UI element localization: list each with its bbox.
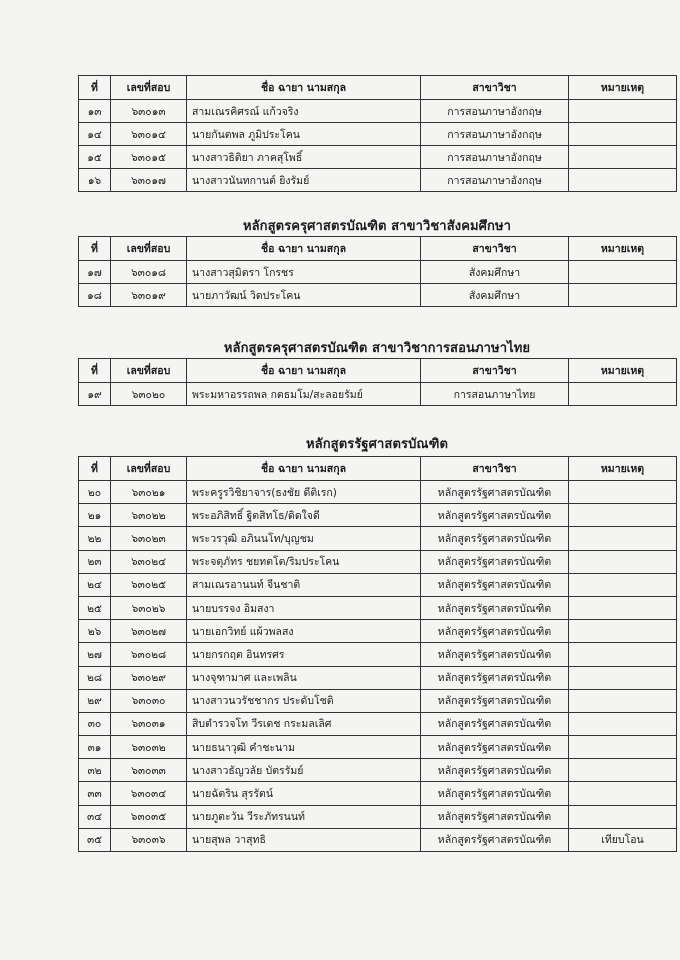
table-row — [79, 805, 677, 828]
cell-name: นายสุพล วาสุทธิ — [187, 828, 421, 851]
cell-exam-no: ๖๓๐๒๔ — [111, 550, 187, 573]
cell-note — [569, 100, 677, 123]
cell-major: การสอนภาษาอังกฤษ — [421, 100, 569, 123]
cell-major: หลักสูตรรัฐศาสตรบัณฑิต — [421, 805, 569, 828]
col-header-note: หมายเหตุ — [569, 76, 677, 100]
cell-exam-no: ๖๓๐๓๐ — [111, 689, 187, 712]
cell-exam-no: ๖๓๐๓๑ — [111, 712, 187, 735]
cell-no: ๓๕ — [79, 828, 111, 851]
table-row — [79, 550, 677, 573]
cell-note — [569, 284, 677, 307]
cell-name: นายกันตพล ภูมิประโคน — [187, 123, 421, 146]
table-row — [79, 643, 677, 666]
cell-exam-no: ๖๓๐๑๔ — [111, 123, 187, 146]
table-row — [79, 596, 677, 619]
cell-major: หลักสูตรรัฐศาสตรบัณฑิต — [421, 596, 569, 619]
cell-exam-no: ๖๓๐๒๕ — [111, 573, 187, 596]
cell-major: การสอนภาษาไทย — [421, 383, 569, 406]
cell-note — [569, 666, 677, 689]
cell-name: นายเอกวิทย์ แผ้วพลสง — [187, 620, 421, 643]
cell-exam-no: ๖๓๐๑๙ — [111, 284, 187, 307]
col-header-major: สาขาวิชา — [421, 76, 569, 100]
table-section-social-studies — [78, 236, 676, 307]
cell-note — [569, 620, 677, 643]
exam-table — [78, 358, 677, 406]
cell-name: นางจุฑามาศ และเพลิน — [187, 666, 421, 689]
cell-no: ๒๓ — [79, 550, 111, 573]
table-row — [79, 736, 677, 759]
cell-no: ๒๐ — [79, 481, 111, 504]
cell-name: นายภาวัฒน์ วิดประโคน — [187, 284, 421, 307]
cell-note — [569, 643, 677, 666]
col-header-exam-no: เลขที่สอบ — [111, 76, 187, 100]
cell-name: สามเณรอานนท์ จีนชาติ — [187, 573, 421, 596]
cell-no: ๑๕ — [79, 146, 111, 169]
cell-name: นางสาวนวรัชชากร ประดับโชติ — [187, 689, 421, 712]
cell-major: สังคมศึกษา — [421, 284, 569, 307]
cell-note — [569, 573, 677, 596]
table-row — [79, 100, 677, 123]
table-section-political-science — [78, 456, 676, 852]
cell-note — [569, 782, 677, 805]
cell-name: นางสาวธิติยา ภาคสุโพธิ์ — [187, 146, 421, 169]
cell-no: ๑๗ — [79, 261, 111, 284]
cell-exam-no: ๖๓๐๒๐ — [111, 383, 187, 406]
cell-name: นายภูตะวัน วีระภัทรนนท์ — [187, 805, 421, 828]
section-heading-social-studies: หลักสูตรครุศาสตรบัณฑิต สาขาวิชาสังคมศึกษา — [242, 219, 512, 234]
col-header-exam-no: เลขที่สอบ — [111, 457, 187, 481]
cell-exam-no: ๖๓๐๒๗ — [111, 620, 187, 643]
cell-exam-no: ๖๓๐๒๖ — [111, 596, 187, 619]
cell-note — [569, 596, 677, 619]
table-row — [79, 481, 677, 504]
cell-major: หลักสูตรรัฐศาสตรบัณฑิต — [421, 527, 569, 550]
exam-table — [78, 236, 677, 307]
cell-no: ๒๗ — [79, 643, 111, 666]
cell-note — [569, 527, 677, 550]
table-row — [79, 284, 677, 307]
cell-exam-no: ๖๓๐๒๑ — [111, 481, 187, 504]
table-row — [79, 689, 677, 712]
cell-note — [569, 383, 677, 406]
cell-name: นายบรรจง อิมสงา — [187, 596, 421, 619]
cell-name: นางสาวสุมิตรา โกรชร — [187, 261, 421, 284]
cell-major: หลักสูตรรัฐศาสตรบัณฑิต — [421, 828, 569, 851]
cell-no: ๑๙ — [79, 383, 111, 406]
cell-exam-no: ๖๓๐๒๒ — [111, 504, 187, 527]
cell-no: ๓๑ — [79, 736, 111, 759]
cell-name: สามเณรคิศรณ์ แก้วจริง — [187, 100, 421, 123]
cell-no: ๓๔ — [79, 805, 111, 828]
table-row — [79, 620, 677, 643]
table-header-row — [79, 76, 677, 100]
section-heading-political-science: หลักสูตรรัฐศาสตรบัณฑิต — [305, 437, 449, 452]
cell-note — [569, 712, 677, 735]
cell-note — [569, 261, 677, 284]
cell-exam-no: ๖๓๐๑๗ — [111, 169, 187, 192]
col-header-name: ชื่อ ฉายา นามสกุล — [187, 359, 421, 383]
cell-no: ๒๒ — [79, 527, 111, 550]
table-row — [79, 383, 677, 406]
table-header-row — [79, 457, 677, 481]
exam-table — [78, 456, 677, 852]
cell-note — [569, 689, 677, 712]
col-header-major: สาขาวิชา — [421, 457, 569, 481]
cell-major: สังคมศึกษา — [421, 261, 569, 284]
table-section-english — [78, 75, 676, 192]
cell-name: นางสาวธัญวลัย บัตรรัมย์ — [187, 759, 421, 782]
cell-name: นายกรกฤต อินทรศร — [187, 643, 421, 666]
cell-no: ๓๓ — [79, 782, 111, 805]
cell-major: หลักสูตรรัฐศาสตรบัณฑิต — [421, 759, 569, 782]
cell-name: นายฉัตริน สุรรัตน์ — [187, 782, 421, 805]
cell-note — [569, 736, 677, 759]
cell-note — [569, 481, 677, 504]
cell-no: ๒๔ — [79, 573, 111, 596]
cell-name: พระมหาอรรถพล กตธมโม/สะลอยรัมย์ — [187, 383, 421, 406]
col-header-note: หมายเหตุ — [569, 359, 677, 383]
col-header-exam-no: เลขที่สอบ — [111, 359, 187, 383]
col-header-major: สาขาวิชา — [421, 237, 569, 261]
cell-note: เทียบโอน — [569, 828, 677, 851]
cell-major: หลักสูตรรัฐศาสตรบัณฑิต — [421, 550, 569, 573]
col-header-no: ที่ — [79, 76, 111, 100]
cell-name: นางสาวนันทกานต์ ยิงรัมย์ — [187, 169, 421, 192]
table-row — [79, 782, 677, 805]
col-header-note: หมายเหตุ — [569, 237, 677, 261]
col-header-exam-no: เลขที่สอบ — [111, 237, 187, 261]
table-row — [79, 123, 677, 146]
cell-no: ๑๔ — [79, 123, 111, 146]
cell-exam-no: ๖๓๐๓๓ — [111, 759, 187, 782]
table-row — [79, 759, 677, 782]
cell-exam-no: ๖๓๐๓๒ — [111, 736, 187, 759]
col-header-name: ชื่อ ฉายา นามสกุล — [187, 76, 421, 100]
table-row — [79, 169, 677, 192]
cell-exam-no: ๖๓๐๓๕ — [111, 805, 187, 828]
cell-name: พระครูรวิชิยาจาร(ธงชัย ดีติเรก) — [187, 481, 421, 504]
table-row — [79, 146, 677, 169]
cell-name: นายธนาวุฒิ คำชะนาม — [187, 736, 421, 759]
cell-major: หลักสูตรรัฐศาสตรบัณฑิต — [421, 712, 569, 735]
col-header-name: ชื่อ ฉายา นามสกุล — [187, 237, 421, 261]
cell-exam-no: ๖๓๐๓๔ — [111, 782, 187, 805]
cell-exam-no: ๖๓๐๑๓ — [111, 100, 187, 123]
cell-note — [569, 146, 677, 169]
cell-no: ๒๖ — [79, 620, 111, 643]
cell-no: ๑๘ — [79, 284, 111, 307]
cell-no: ๑๖ — [79, 169, 111, 192]
cell-exam-no: ๖๓๐๒๘ — [111, 643, 187, 666]
table-row — [79, 504, 677, 527]
table-row — [79, 712, 677, 735]
section-heading-thai: หลักสูตรครุศาสตรบัณฑิต สาขาวิชาการสอนภาษาไทย — [223, 341, 531, 356]
cell-major: การสอนภาษาอังกฤษ — [421, 146, 569, 169]
table-header-row — [79, 359, 677, 383]
cell-major: หลักสูตรรัฐศาสตรบัณฑิต — [421, 573, 569, 596]
cell-no: ๒๕ — [79, 596, 111, 619]
table-row — [79, 527, 677, 550]
cell-major: หลักสูตรรัฐศาสตรบัณฑิต — [421, 666, 569, 689]
cell-no: ๒๘ — [79, 666, 111, 689]
cell-note — [569, 550, 677, 573]
exam-table — [78, 75, 677, 192]
cell-major: หลักสูตรรัฐศาสตรบัณฑิต — [421, 620, 569, 643]
col-header-name: ชื่อ ฉายา นามสกุล — [187, 457, 421, 481]
cell-name: พระวรวุฒิ อภินนโท/บุญชม — [187, 527, 421, 550]
cell-name: พระจตุภัทร ชยทตโต/ริมประโคน — [187, 550, 421, 573]
cell-major: การสอนภาษาอังกฤษ — [421, 123, 569, 146]
cell-major: หลักสูตรรัฐศาสตรบัณฑิต — [421, 643, 569, 666]
cell-major: หลักสูตรรัฐศาสตรบัณฑิต — [421, 504, 569, 527]
cell-exam-no: ๖๓๐๒๙ — [111, 666, 187, 689]
table-row — [79, 828, 677, 851]
cell-no: ๒๑ — [79, 504, 111, 527]
table-row — [79, 573, 677, 596]
cell-major: หลักสูตรรัฐศาสตรบัณฑิต — [421, 736, 569, 759]
table-row — [79, 261, 677, 284]
cell-no: ๓๒ — [79, 759, 111, 782]
cell-exam-no: ๖๓๐๑๕ — [111, 146, 187, 169]
table-section-thai — [78, 358, 676, 406]
col-header-no: ที่ — [79, 359, 111, 383]
col-header-no: ที่ — [79, 457, 111, 481]
cell-note — [569, 123, 677, 146]
cell-note — [569, 759, 677, 782]
cell-name: สิบตำรวจโท วีรเดช กระมลเลิศ — [187, 712, 421, 735]
cell-major: หลักสูตรรัฐศาสตรบัณฑิต — [421, 782, 569, 805]
cell-major: หลักสูตรรัฐศาสตรบัณฑิต — [421, 689, 569, 712]
table-header-row — [79, 237, 677, 261]
cell-name: พระอภิสิทธิ์ ฐิตสิทโธ/ดิดใจดี — [187, 504, 421, 527]
cell-note — [569, 504, 677, 527]
cell-note — [569, 169, 677, 192]
table-row — [79, 666, 677, 689]
cell-major: หลักสูตรรัฐศาสตรบัณฑิต — [421, 481, 569, 504]
cell-no: ๒๙ — [79, 689, 111, 712]
cell-exam-no: ๖๓๐๑๘ — [111, 261, 187, 284]
cell-no: ๓๐ — [79, 712, 111, 735]
cell-exam-no: ๖๓๐๓๖ — [111, 828, 187, 851]
cell-note — [569, 805, 677, 828]
cell-exam-no: ๖๓๐๒๓ — [111, 527, 187, 550]
col-header-no: ที่ — [79, 237, 111, 261]
cell-major: การสอนภาษาอังกฤษ — [421, 169, 569, 192]
cell-no: ๑๓ — [79, 100, 111, 123]
col-header-note: หมายเหตุ — [569, 457, 677, 481]
col-header-major: สาขาวิชา — [421, 359, 569, 383]
